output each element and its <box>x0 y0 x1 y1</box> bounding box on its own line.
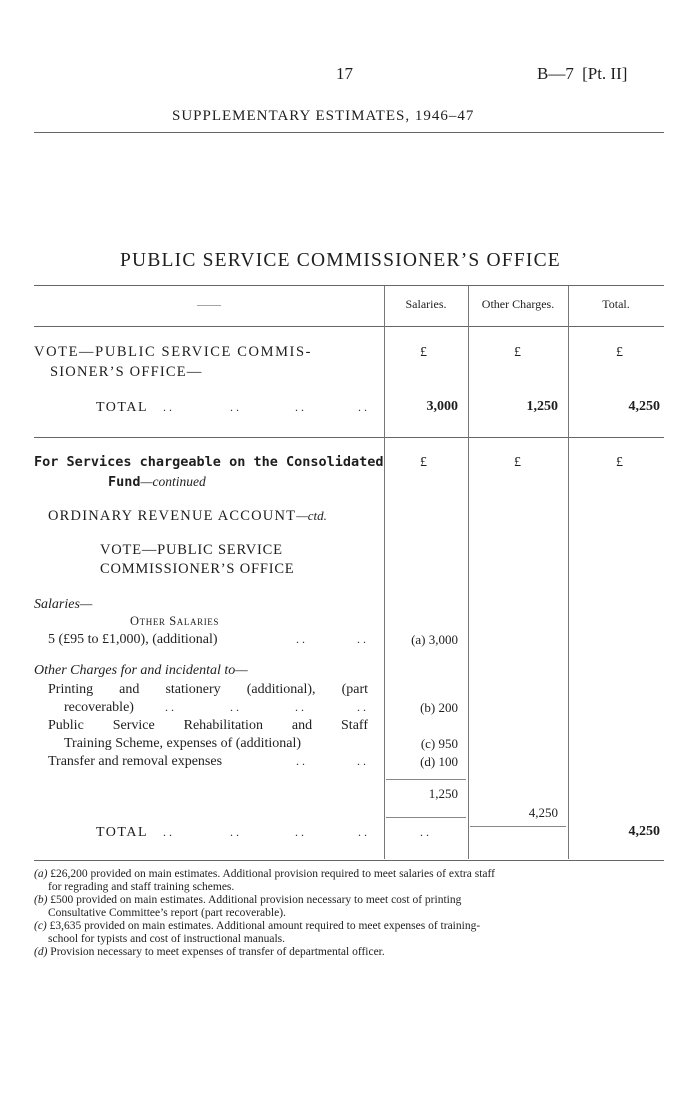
account-heading <box>48 508 327 525</box>
document-reference <box>537 64 627 84</box>
leader-dots: . . <box>230 700 239 714</box>
footnote-mark: (b) <box>34 894 48 906</box>
page-number: 17 <box>336 64 353 83</box>
column-head-other-charges: Other Charges. <box>481 297 555 311</box>
vote-title-line1: VOTE—PUBLIC SERVICE COMMIS- <box>34 344 313 360</box>
fund-label: Fund <box>108 474 141 490</box>
footnote-text: school for typists and cost of instructional manuals. <box>48 933 285 945</box>
footnote-text: £26,200 provided on main estimates. Additional provision required to meet salaries of extra staff <box>50 868 495 880</box>
footnote-b <box>34 894 668 920</box>
leader-dots: . . <box>295 825 304 839</box>
footnotes <box>34 868 668 959</box>
other-charges-heading: Other Charges for and incidental to— <box>34 663 248 678</box>
vote-total-salaries: 3,000 <box>426 399 458 414</box>
currency-other: £ <box>514 345 521 360</box>
footnote-text: Consultative Committee’s report (part recoverable). <box>48 907 286 919</box>
salary-item: 5 (£95 to £1,000), (additional) <box>48 632 218 647</box>
leader-dots: . . <box>163 825 172 839</box>
continued-label: —continued <box>140 474 206 489</box>
leader-dots: . . <box>165 700 174 714</box>
other-total-rule <box>470 826 566 827</box>
leader-dots: . . <box>357 632 366 646</box>
vote-total-label: TOTAL <box>96 400 149 415</box>
column-head-total: Total. <box>602 297 630 311</box>
detail-vote-line1: VOTE—PUBLIC SERVICE <box>100 542 283 558</box>
currency-salaries: £ <box>420 345 427 360</box>
subtotal-rule <box>386 779 466 780</box>
running-title: SUPPLEMENTARY ESTIMATES, 1946–47 <box>172 108 475 124</box>
salaries-heading: Salaries— <box>34 597 93 612</box>
column-head-rule <box>34 326 664 327</box>
rehab-line2: Training Scheme, expenses of (additional) <box>64 736 302 751</box>
leader-dots: . . <box>296 632 305 646</box>
reference-part: [Pt. II] <box>582 64 628 83</box>
detail-heading-line1: For Services chargeable on the Consolidated <box>34 454 384 470</box>
detail-currency-other: £ <box>514 455 521 470</box>
column-divider-other <box>468 286 469 859</box>
footnote-text: £500 provided on main estimates. Additional provision necessary to meet cost of printing <box>50 894 462 906</box>
leader-dots: . . <box>163 400 172 414</box>
salary-amount: (a) 3,000 <box>411 632 458 647</box>
currency-total: £ <box>616 345 623 360</box>
reference-main: B—7 <box>537 64 574 83</box>
detail-grand-total: 4,250 <box>628 824 660 839</box>
rehab-amount: (c) 950 <box>420 736 458 751</box>
column-head-dash: —— <box>197 297 221 311</box>
subtotal-bottom-rule <box>386 817 466 818</box>
detail-heading-line2 <box>108 474 206 490</box>
detail-currency-total: £ <box>616 455 623 470</box>
account-ctd: —ctd. <box>296 508 327 523</box>
rehab-line1: Public Service Rehabilitation and Staff <box>48 718 368 733</box>
leader-dots: . . <box>295 400 304 414</box>
vote-total-total: 4,250 <box>628 399 660 414</box>
footnote-c <box>34 920 668 946</box>
column-divider-salaries <box>384 286 385 859</box>
other-charges-total: 4,250 <box>528 805 558 820</box>
footnote-a <box>34 868 668 894</box>
header-rule <box>34 132 664 133</box>
transfer-line: Transfer and removal expenses <box>48 754 223 769</box>
leader-dots: . . <box>357 700 366 714</box>
column-divider-total <box>568 286 569 859</box>
vote-total-other-charges: 1,250 <box>526 399 558 414</box>
transfer-amount: (d) 100 <box>420 754 458 769</box>
detail-total-label: TOTAL <box>96 825 149 840</box>
printing-line1: Printing and stationery (additional), (part <box>48 682 368 697</box>
table-bottom-rule <box>34 860 664 861</box>
leader-dots: . . <box>230 825 239 839</box>
detail-total-salaries: . . <box>420 825 429 839</box>
leader-dots: . . <box>230 400 239 414</box>
leader-dots: . . <box>358 400 367 414</box>
leader-dots: . . <box>295 700 304 714</box>
section-title: PUBLIC SERVICE COMMISSIONER’S OFFICE <box>120 250 561 271</box>
detail-currency-salaries: £ <box>420 455 427 470</box>
footnote-text: for regrading and staff training schemes. <box>48 881 235 893</box>
footnote-text: £3,635 provided on main estimates. Additional amount required to meet expenses of training- <box>49 920 481 932</box>
footnote-d <box>34 946 668 959</box>
footnote-text: Provision necessary to meet expenses of transfer of departmental officer. <box>50 946 385 958</box>
summary-bottom-rule <box>34 437 664 438</box>
footnote-mark: (a) <box>34 868 48 880</box>
table-top-rule <box>34 285 664 286</box>
footnote-mark: (d) <box>34 946 48 958</box>
printing-amount: (b) 200 <box>420 700 458 715</box>
printing-line2: recoverable) <box>64 700 134 715</box>
leader-dots: . . <box>357 754 366 768</box>
vote-title-line2: SIONER’S OFFICE— <box>50 364 203 380</box>
detail-vote-line2: COMMISSIONER’S OFFICE <box>100 561 295 577</box>
leader-dots: . . <box>296 754 305 768</box>
account-main: ORDINARY REVENUE ACCOUNT <box>48 508 297 524</box>
column-head-salaries: Salaries. <box>405 297 447 311</box>
salaries-subtotal: 1,250 <box>428 786 458 801</box>
other-salaries-heading: Other Salaries <box>130 614 220 628</box>
leader-dots: . . <box>358 825 367 839</box>
footnote-mark: (c) <box>34 920 47 932</box>
